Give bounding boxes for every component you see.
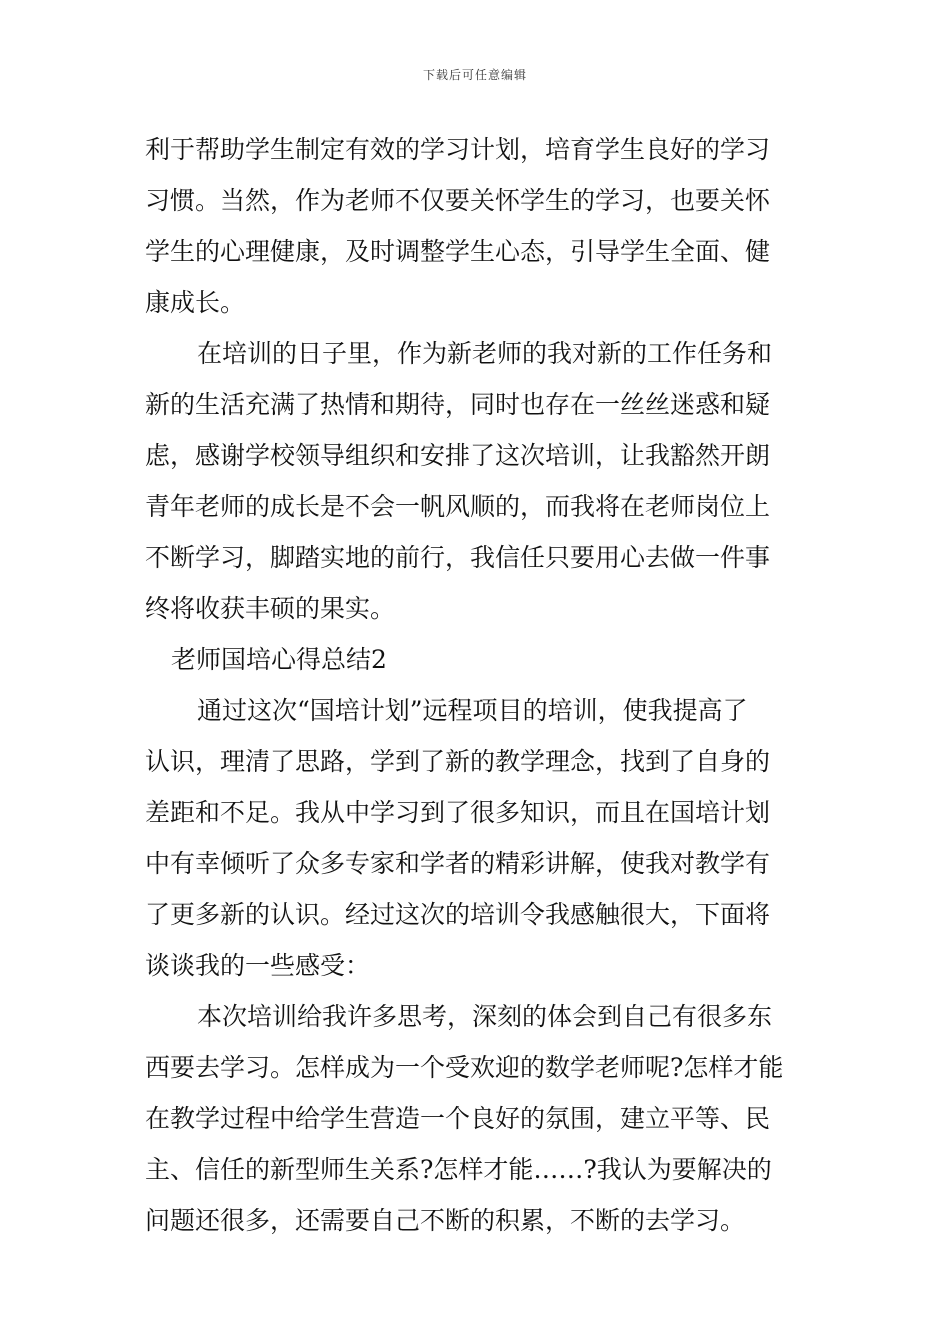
text-line: 在教学过程中给学生营造一个良好的氛围，建立平等、民 bbox=[145, 1104, 771, 1133]
text-line: 不断学习，脚踏实地的前行，我信任只要用心去做一件事 bbox=[145, 543, 771, 572]
text-line: 西要去学习。怎样成为一个受欢迎的数学老师呢?怎样才能 bbox=[145, 1053, 784, 1082]
text-line: 差距和不足。我从中学习到了很多知识，而且在国培计划 bbox=[145, 798, 771, 827]
text-line: 中有幸倾听了众多专家和学者的精彩讲解，使我对教学有 bbox=[145, 849, 771, 878]
text-line: 认识，理清了思路，学到了新的教学理念，找到了自身的 bbox=[145, 747, 771, 776]
text-line: 在培训的日子里，作为新老师的我对新的工作任务和 bbox=[197, 339, 773, 368]
text-line: 问题还很多，还需要自己不断的积累，不断的去学习。 bbox=[145, 1206, 746, 1235]
page-header: 下载后可任意编辑 bbox=[422, 68, 527, 82]
text-line: 习惯。当然，作为老师不仅要关怀学生的学习，也要关怀 bbox=[145, 186, 771, 215]
paragraph bbox=[145, 685, 805, 991]
section-heading bbox=[145, 634, 805, 685]
paragraph bbox=[145, 991, 805, 1246]
text-line: 主、信任的新型师生关系?怎样才能……?我认为要解决的 bbox=[145, 1155, 772, 1184]
text-line: 学生的心理健康，及时调整学生心态，引导学生全面、健 bbox=[145, 237, 771, 266]
text-line: 新的生活充满了热情和期待，同时也存在一丝丝迷惑和疑 bbox=[145, 390, 771, 419]
text-line: 谈谈我的一些感受： bbox=[145, 951, 371, 980]
paragraph bbox=[145, 328, 805, 634]
text-line: 通过这次“国培计划”远程项目的培训，使我提高了 bbox=[197, 696, 748, 725]
text-line: 了更多新的认识。经过这次的培训令我感触很大，下面将 bbox=[145, 900, 771, 929]
document-body bbox=[145, 124, 805, 1246]
text-line: 本次培训给我许多思考，深刻的体会到自己有很多东 bbox=[197, 1002, 773, 1031]
text-line: 康成长。 bbox=[145, 288, 246, 317]
paragraph bbox=[145, 124, 805, 328]
text-line: 利于帮助学生制定有效的学习计划，培育学生良好的学习 bbox=[145, 135, 771, 164]
text-line: 终将收获丰硕的果实。 bbox=[145, 594, 396, 623]
text-line: 虑，感谢学校领导组织和安排了这次培训，让我豁然开朗 bbox=[145, 441, 771, 470]
text-line: 青年老师的成长是不会一帆风顺的，而我将在老师岗位上 bbox=[145, 492, 771, 521]
heading-line: 老师国培心得总结2 bbox=[171, 645, 387, 674]
